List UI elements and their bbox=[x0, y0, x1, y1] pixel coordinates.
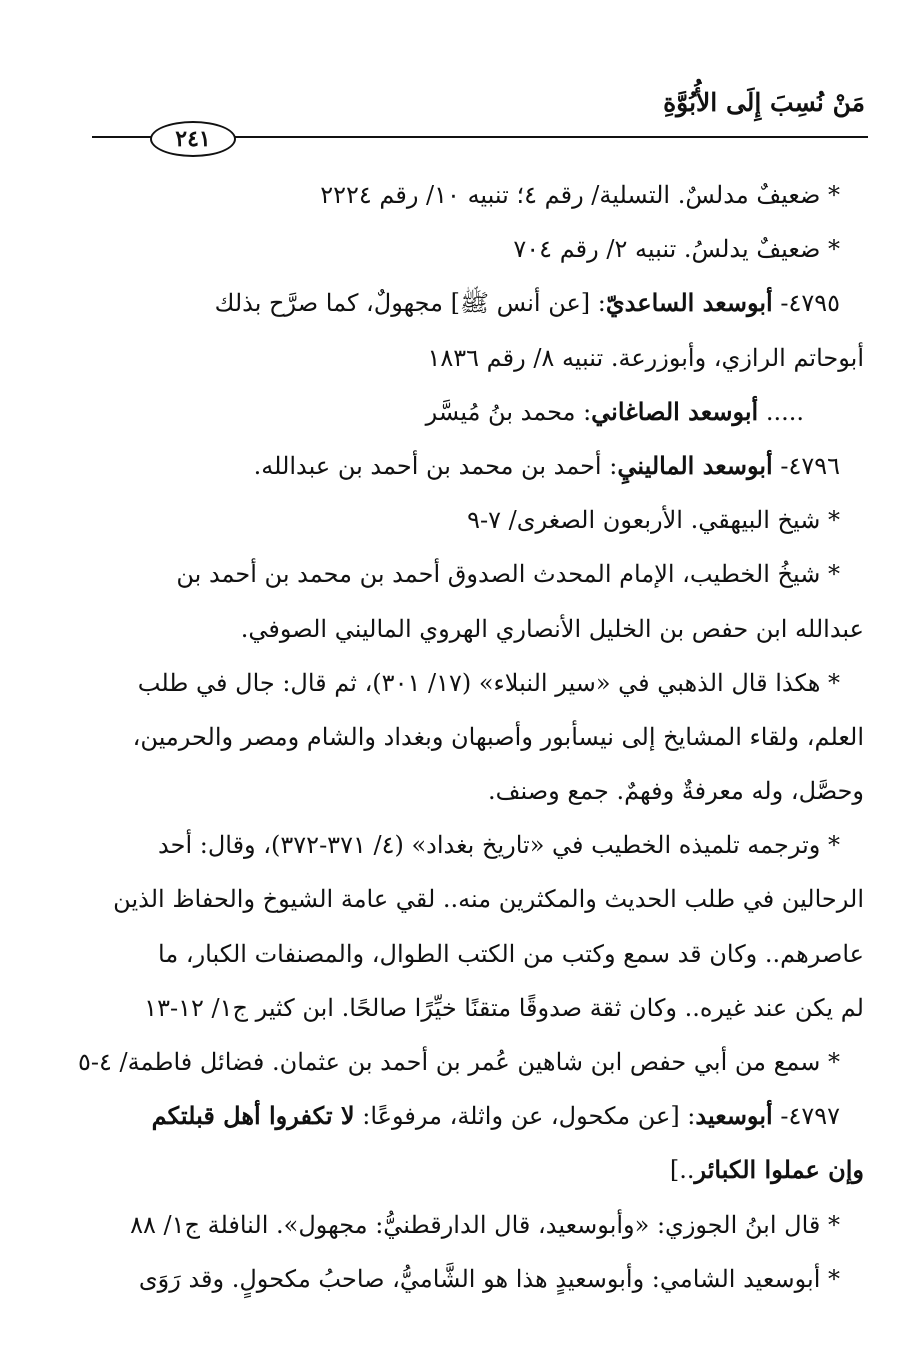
text-line: أبوحاتم الرازي، وأبوزرعة. تنبيه ٨/ رقم ١٨٣٦ bbox=[427, 343, 864, 372]
text-line: * قال ابنُ الجوزي: «وأبوسعيد، قال الدارقطنيُّ: مجهول». النافلة ج١/ ٨٨ bbox=[130, 1210, 840, 1239]
text-line: عبدالله ابن حفص بن الخليل الأنصاري الهروي الماليني الصوفي. bbox=[240, 614, 864, 643]
text-line: العلم، ولقاء المشايخ إلى نيسأبور وأصبهان وبغداد والشام ومصر والحرمين، bbox=[132, 722, 864, 751]
text-line: * شيخ البيهقي. الأربعون الصغرى/ ٧-٩ bbox=[467, 506, 840, 535]
running-title: مَنْ نُسِبَ إِلَى الأُبُوَّةِ bbox=[663, 88, 865, 117]
text-line: وإن عملوا الكبائر..] bbox=[669, 1155, 864, 1185]
text-line: الرحالين في طلب الحديث والمكثرين منه.. لقي عامة الشيوخ والحفاظ الذين bbox=[113, 885, 864, 914]
text-line: * هكذا قال الذهبي في «سير النبلاء» (١٧/ ٣٠١)، ثم قال: جال في طلب bbox=[137, 668, 840, 697]
entry-4795: ٤٧٩٥- أبوسعد الساعديّ: [عن أنس ﷺ] مجهولٌ، كما صرَّح بذلك bbox=[214, 288, 840, 318]
text-line: * ضعيفٌ مدلسٌ. التسلية/ رقم ٤؛ تنبيه ١٠/ رقم ٢٢٢٤ bbox=[320, 181, 840, 209]
text-line: * ضعيفٌ يدلسُ. تنبيه ٢/ رقم ٧٠٤ bbox=[513, 235, 840, 264]
text-line: * أبوسعيد الشامي: وأبوسعيدٍ هذا هو الشَّاميُّ، صاحبُ مكحولٍ. وقد رَوَى bbox=[138, 1264, 840, 1293]
entry-4797: ٤٧٩٧- أبوسعيد: [عن مكحول، عن واثلة، مرفوعًا: لا تكفروا أهل قبلتكم bbox=[151, 1101, 840, 1131]
cross-reference: ..... أبوسعد الصاغاني: محمد بنُ مُيسَّر bbox=[425, 396, 804, 426]
text-line: * شيخُ الخطيب، الإمام المحدث الصدوق أحمد بن محمد بن أحمد بن bbox=[176, 560, 840, 589]
text-line: لم يكن عند غيره.. وكان ثقة صدوقًا متقنًا خيِّرًا صالحًا. ابن كثير ج١/ ١٢-١٣ bbox=[144, 993, 864, 1022]
text-line: وحصَّل، وله معرفةٌ وفهمٌ. جمع وصنف. bbox=[488, 777, 864, 806]
body-text bbox=[78, 168, 864, 1306]
text-line: * وترجمه تلميذه الخطيب في «تاريخ بغداد» (٤/ ٣٧١-٣٧٢)، وقال: أحد bbox=[158, 831, 840, 860]
entry-4796: ٤٧٩٦- أبوسعد المالينيِ: أحمد بن محمد بن أحمد بن عبدالله. bbox=[253, 450, 840, 480]
page-number: ٢٤١ bbox=[150, 121, 236, 157]
text-line: عاصرهم.. وكان قد سمع وكتب من الكتب الطوال، والمصنفات الكبار، ما bbox=[158, 939, 864, 968]
text-line: * سمع من أبي حفص ابن شاهين عُمر بن أحمد بن عثمان. فضائل فاطمة/ ٤-٥ bbox=[78, 1048, 840, 1076]
